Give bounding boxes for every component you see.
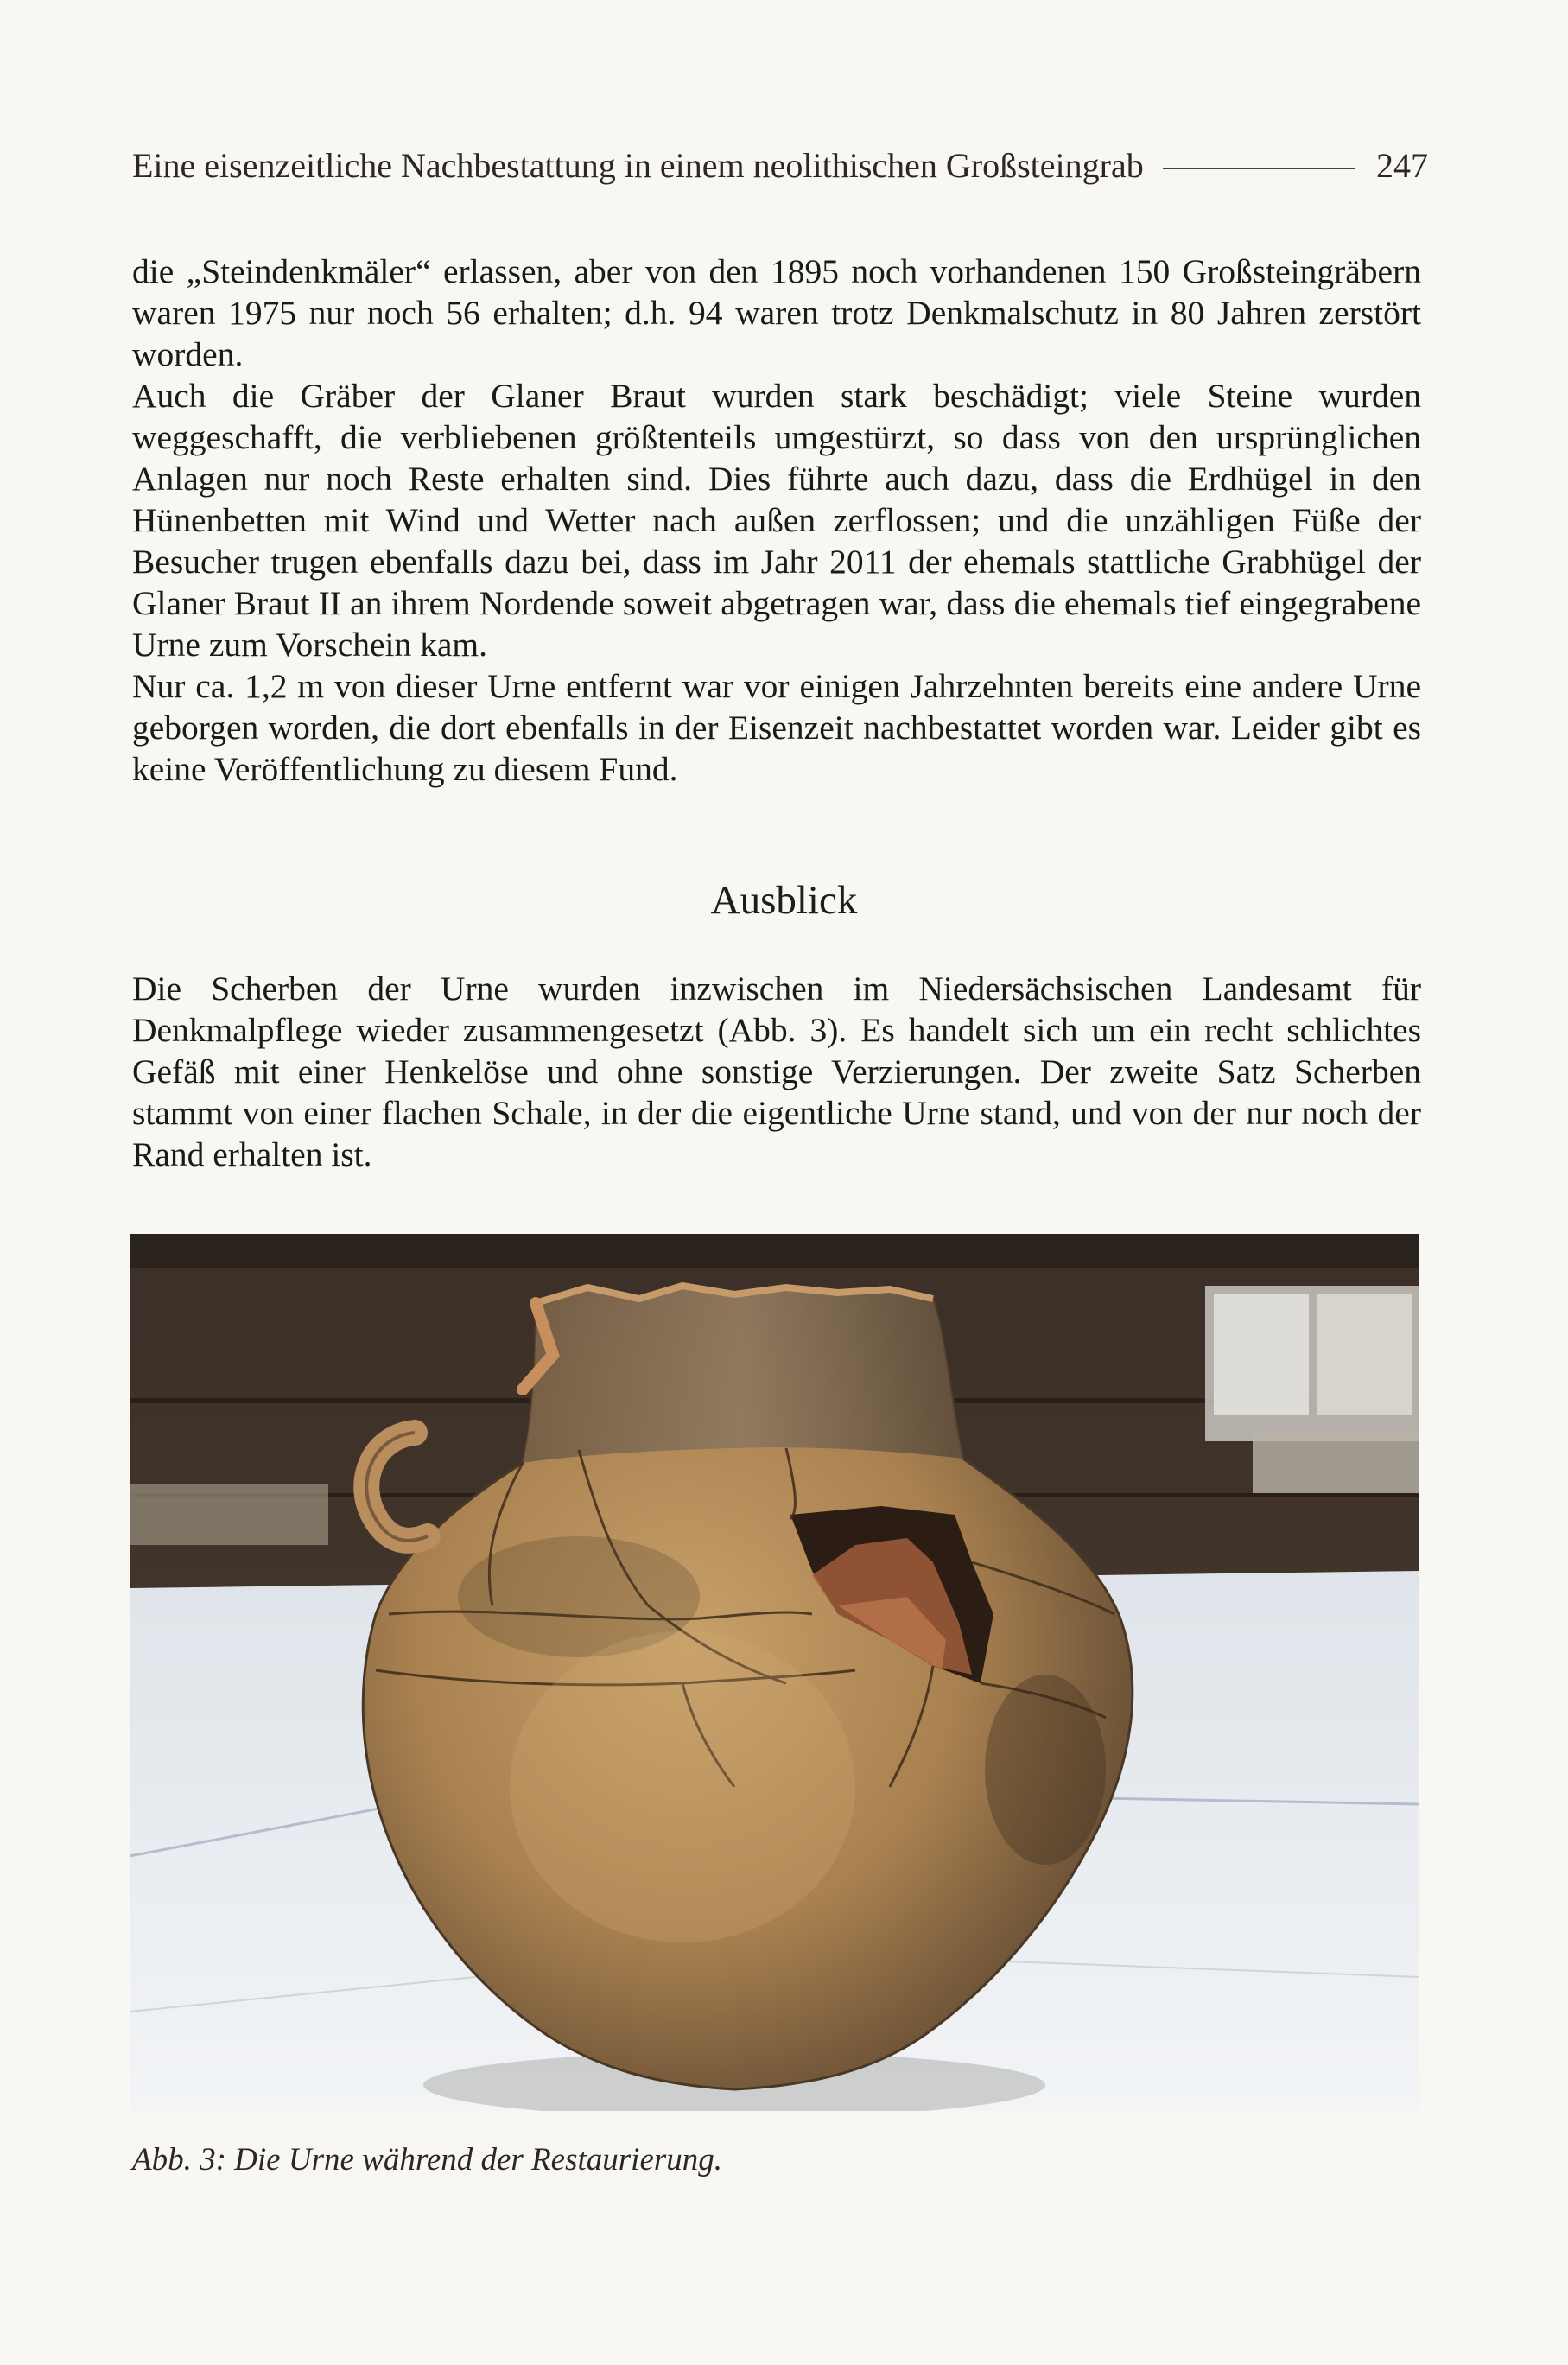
figure-caption: Abb. 3: Die Urne während der Restaurierung. [132,2142,723,2177]
header-rule [1163,168,1355,169]
section-paragraph: Die Scherben der Urne wurden inzwischen im Niedersächsischen Landesamt für Denkmalpflege wieder zusammengesetzt (Abb. 3). Es handelt sich um ein recht schlichtes Gefäß mit einer Henkelöse und ohne sonstige Verzierungen. Der zweite Satz Scherben stammt von einer flachen Schale, in der die eigentliche Urne stand, und von der nur noch der Rand erhalten ist. [132,970,1421,1173]
running-header [132,145,1428,186]
urn-photo-image [130,1234,1419,2111]
page-number: 247 [1376,146,1428,185]
section-body [132,968,1421,1175]
section-heading: Ausblick [710,878,858,923]
paragraph-3: Nur ca. 1,2 m von dieser Urne entfernt war vor einigen Jahrzehnten bereits eine andere Urne geborgen worden, die dort ebenfalls in der Eisenzeit nachbestattet worden war. Leider gibt es keine Veröffentlichung zu diesem Fund. [132,667,1421,788]
running-header-title: Eine eisenzeitliche Nachbestattung in einem neolithischen Großsteingrab [132,146,1144,185]
paragraph-2: Auch die Gräber der Glaner Braut wurden stark beschädigt; viele Steine wurden weggeschafft, die verbliebenen größtenteils umgestürzt, so dass von den ursprünglichen Anlagen nur noch Reste erhalten sind. Dies führte auch dazu, dass die Erdhügel in den Hünenbetten mit Wind und Wetter nach außen zerflossen; und die unzähligen Füße der Besucher trugen ebenfalls dazu bei, dass im Jahr 2011 der ehemals stattliche Grabhügel der Glaner Braut II an ihrem Nordende soweit abgetragen war, dass die ehemals tief eingegrabene Urne zum Vorschein kam. [132,377,1421,664]
paragraph-1: die „Steindenkmäler“ erlassen, aber von den 1895 noch vorhandenen 150 Großsteingräbern waren 1975 nur noch 56 erhalten; d.h. 94 waren trotz Denkmalschutz in 80 Jahren zerstört worden. [132,252,1421,373]
figure-urn-photo [130,1234,1419,2111]
body-text [132,251,1421,790]
